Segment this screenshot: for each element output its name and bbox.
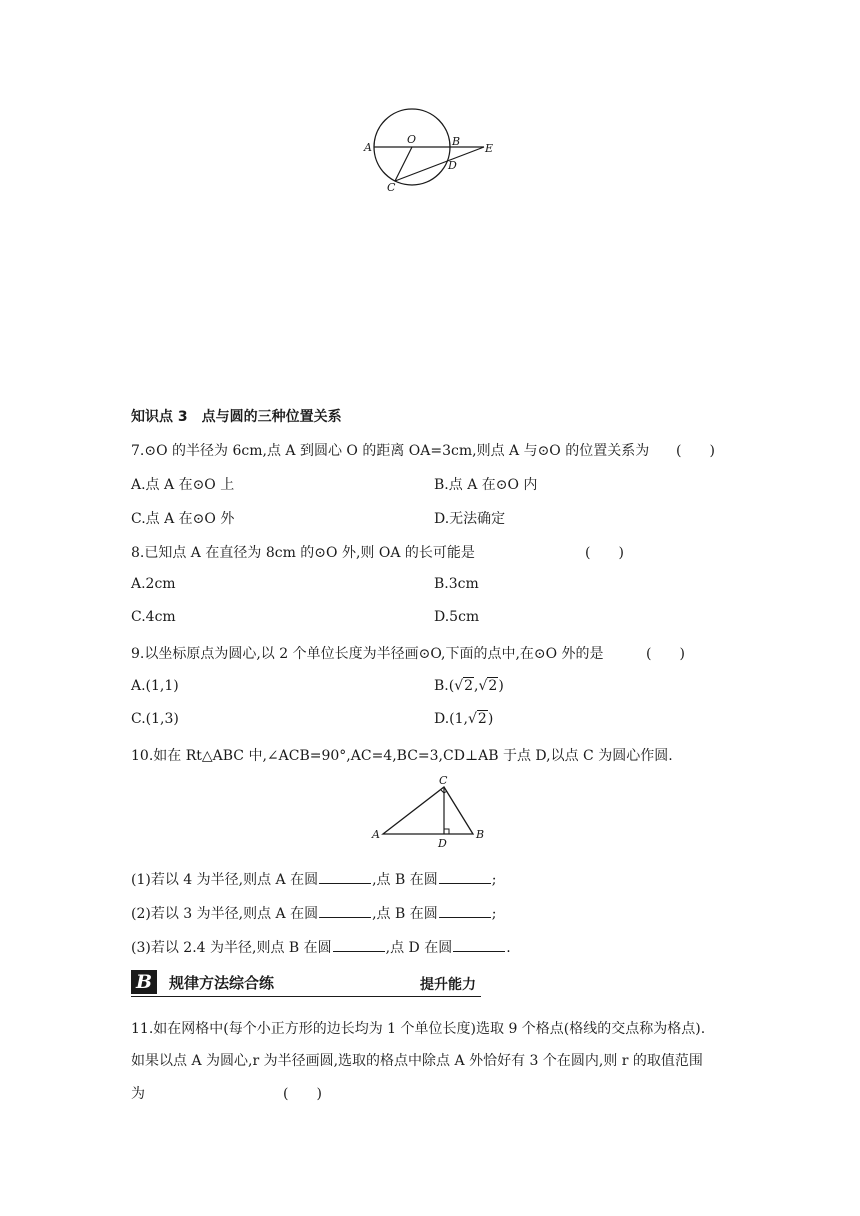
circle-secant-figure — [360, 100, 500, 200]
label-C: C — [387, 181, 396, 194]
q9-option-b: B.(√2,√2) — [434, 678, 504, 694]
q9-option-d: D.(1,√2) — [434, 711, 494, 727]
answer-blank — [319, 916, 371, 918]
right-angle-mark-d — [444, 829, 449, 834]
q11-bracket: ( ) — [283, 1086, 322, 1102]
q11-line3: 为 — [131, 1086, 145, 1102]
label-C: C — [439, 774, 448, 787]
section-logo-icon: B — [131, 970, 157, 994]
q7-option-a: A.点 A 在⊙O 上 — [131, 477, 235, 493]
label-O: O — [407, 133, 417, 146]
section-divider — [131, 996, 481, 997]
section-header — [131, 968, 481, 998]
q10-sub1: (1)若以 4 为半径,则点 A 在圆 ,点 B 在圆 ; — [131, 872, 497, 888]
label-D: D — [438, 837, 447, 850]
q7-option-c: C.点 A 在⊙O 外 — [131, 511, 235, 527]
q8-option-d: D.5cm — [434, 609, 480, 625]
q10-stem: 10.如在 Rt△ABC 中,∠ACB=90°,AC=4,BC=3,CD⊥AB 于点 D,以点 C 为圆心作圆. — [131, 748, 673, 764]
q8-stem: 8.已知点 A 在直径为 8cm 的⊙O 外,则 OA 的长可能是 — [131, 545, 475, 561]
q11-line1: 11.如在网格中(每个小正方形的边长均为 1 个单位长度)选取 9 个格点(格线的交点称为格点). — [131, 1021, 706, 1037]
q7-bracket: ( ) — [676, 443, 715, 459]
secant-ce — [395, 147, 484, 181]
section-subtitle: 提升能力 — [420, 977, 476, 993]
answer-blank — [333, 950, 385, 952]
q10-sub3: (3)若以 2.4 为半径,则点 B 在圆 ,点 D 在圆 . — [131, 940, 511, 956]
q9-bracket: ( ) — [646, 646, 685, 662]
q9-stem: 9.以坐标原点为圆心,以 2 个单位长度为半径画⊙O,下面的点中,在⊙O 外的是 — [131, 646, 604, 662]
label-A: A — [364, 141, 372, 154]
section-title: 规律方法综合练 — [169, 974, 275, 992]
q8-option-a: A.2cm — [131, 576, 176, 592]
q7-stem: 7.⊙O 的半径为 6cm,点 A 到圆心 O 的距离 OA=3cm,则点 A 与⊙O 的位置关系为 — [131, 443, 650, 459]
triangle-abc — [383, 787, 473, 834]
right-triangle-figure — [368, 774, 498, 850]
q8-bracket: ( ) — [585, 545, 624, 561]
label-E: E — [485, 142, 494, 155]
label-B: B — [452, 135, 461, 148]
label-A: A — [372, 828, 380, 841]
q10-sub2: (2)若以 3 为半径,则点 A 在圆 ,点 B 在圆 ; — [131, 906, 497, 922]
q8-option-b: B.3cm — [434, 576, 479, 592]
q11-line2: 如果以点 A 为圆心,r 为半径画圆,选取的格点中除点 A 外恰好有 3 个在圆内,则 r 的取值范围 — [131, 1053, 703, 1069]
q8-option-c: C.4cm — [131, 609, 176, 625]
q9-option-c: C.(1,3) — [131, 711, 179, 727]
q7-option-d: D.无法确定 — [434, 511, 506, 527]
q9-option-a: A.(1,1) — [131, 678, 179, 694]
q7-option-b: B.点 A 在⊙O 内 — [434, 477, 538, 493]
answer-blank — [319, 882, 371, 884]
knowledge-point-heading: 知识点 3 点与圆的三种位置关系 — [131, 409, 342, 425]
label-D: D — [448, 159, 457, 172]
answer-blank — [439, 882, 491, 884]
answer-blank — [453, 950, 505, 952]
answer-blank — [439, 916, 491, 918]
label-B: B — [476, 828, 485, 841]
